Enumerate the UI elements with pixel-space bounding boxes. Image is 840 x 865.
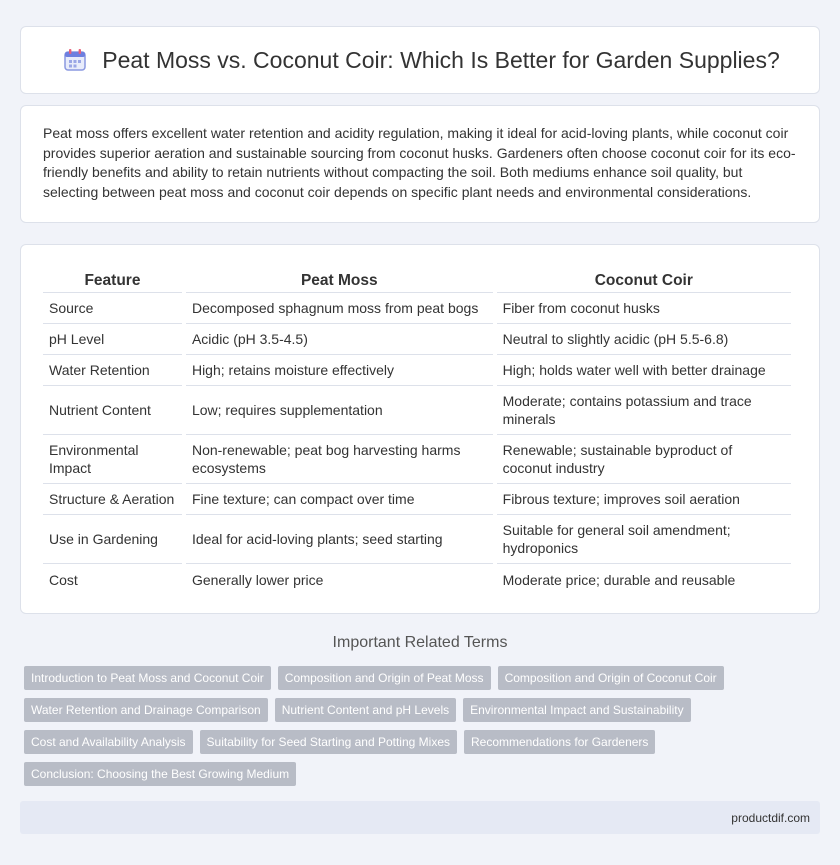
comparison-table [39,267,795,595]
table-cell: Suitable for general soil amendment; hydroponics [497,515,791,564]
related-term-tag[interactable]: Composition and Origin of Peat Moss [278,666,491,690]
table-row [43,564,791,595]
table-cell: Moderate; contains potassium and trace minerals [497,386,791,435]
table-row [43,355,791,386]
table-row [43,484,791,515]
table-header-row [43,267,791,293]
table-cell: Water Retention [43,355,182,386]
table-cell: High; holds water well with better drainage [497,355,791,386]
intro-card [20,105,820,223]
table-cell: Generally lower price [191,571,324,588]
comparison-card [20,244,820,614]
table-cell: Use in Gardening [43,515,182,564]
footer [20,801,820,834]
table-cell: Fibrous texture; improves soil aeration [497,484,791,515]
table-cell: Low; requires supplementation [186,386,493,435]
table-cell: pH Level [43,324,182,355]
related-term-tag[interactable]: Composition and Origin of Coconut Coir [498,666,724,690]
title-wrap [60,45,780,75]
table-cell: Renewable; sustainable byproduct of coconut industry [497,435,791,484]
table-row [43,386,791,435]
table-row [43,293,791,324]
table-cell: Neutral to slightly acidic (pH 5.5-6.8) [497,324,791,355]
footer-site-link[interactable]: productdif.com [731,811,810,825]
table-cell: Fiber from coconut husks [497,293,791,324]
table-cell: Nutrient Content [43,386,182,435]
table-row [43,324,791,355]
related-term-tag[interactable]: Cost and Availability Analysis [24,730,193,754]
table-cell: Fine texture; can compact over time [186,484,493,515]
related-term-tag[interactable]: Water Retention and Drainage Comparison [24,698,268,722]
header-peat-moss: Peat Moss [186,267,493,293]
related-terms-list [24,666,814,786]
table-cell: Ideal for acid-loving plants; seed starting [186,515,493,564]
intro-paragraph: Peat moss offers excellent water retention and acidity regulation, making it ideal for acid-loving plants, while coconut coir provides superior aeration and sustainable sourcing from coconut husks. Gardeners often choose coconut coir for its eco-friendly benefits and ability to retain nutrients without compacting the soil. Both mediums enhance soil quality, but selecting between peat moss and coconut coir depends on specific plant needs and environmental considerations. [43,125,796,200]
table-cell: Cost [49,571,78,588]
table-cell: Non-renewable; peat bog harvesting harms ecosystems [186,435,493,484]
related-term-tag[interactable]: Recommendations for Gardeners [464,730,655,754]
related-term-tag[interactable]: Environmental Impact and Sustainability [463,698,690,722]
related-term-tag[interactable]: Introduction to Peat Moss and Coconut Coir [24,666,271,690]
table-cell: Structure & Aeration [43,484,182,515]
header-card [20,26,820,94]
related-term-tag[interactable]: Conclusion: Choosing the Best Growing Medium [24,762,296,786]
calendar-icon [60,45,90,75]
table-cell: High; retains moisture effectively [186,355,493,386]
table-cell: Acidic (pH 3.5-4.5) [186,324,493,355]
table-row [43,515,791,564]
table-cell: Decomposed sphagnum moss from peat bogs [186,293,493,324]
related-term-tag[interactable]: Nutrient Content and pH Levels [275,698,456,722]
table-row [43,435,791,484]
table-cell: Environmental Impact [43,435,182,484]
table-cell: Moderate price; durable and reusable [502,571,736,588]
page-title: Peat Moss vs. Coconut Coir: Which Is Better for Garden Supplies? [102,46,780,73]
related-term-tag[interactable]: Suitability for Seed Starting and Potting Mixes [200,730,457,754]
table-cell: Source [43,293,182,324]
header-feature: Feature [43,267,182,293]
related-terms-title: Important Related Terms [332,634,508,651]
header-coconut-coir: Coconut Coir [497,267,791,293]
